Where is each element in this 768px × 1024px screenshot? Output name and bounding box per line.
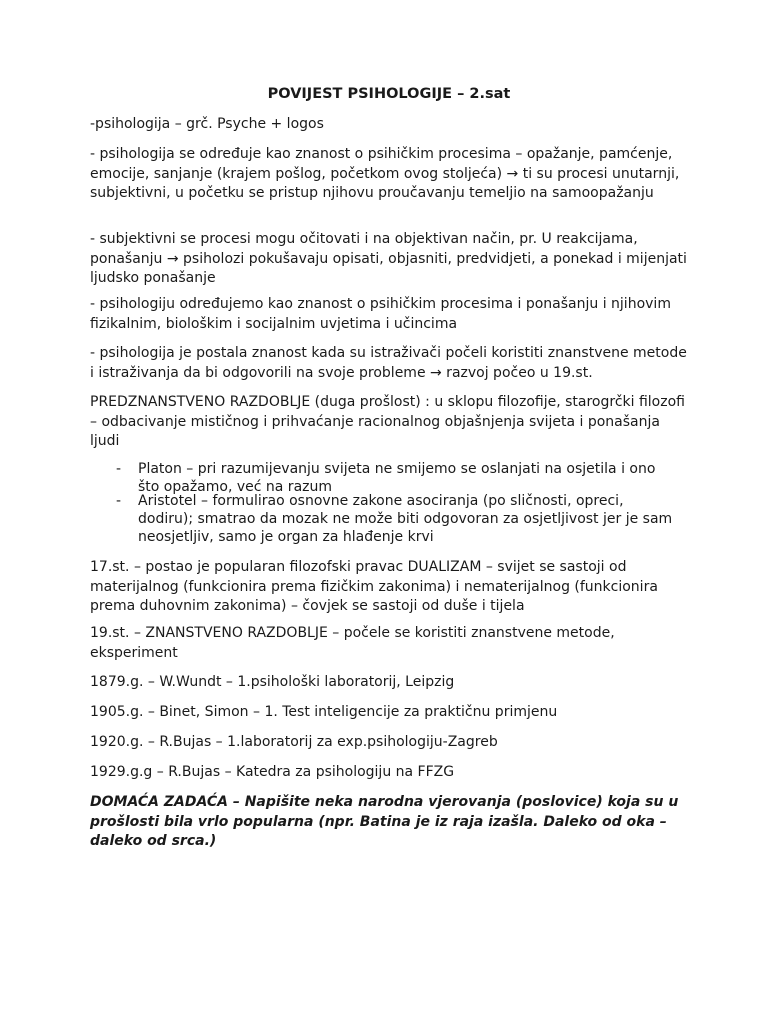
paragraph-definition-behaviour: - psihologiju određujemo kao znanost o psihičkim procesima i ponašanju i njihovim fizikalnim, biološkim i socijalnim uvjetima i učincima: [90, 296, 671, 332]
bullet-text: Aristotel – formulirao osnovne zakone asociranja (po sličnosti, opreci, dodiru); smatrao da mozak ne može biti odgovoran za osjetljivost jer je sam neosjetljiv, samo je organ za hlađenje krvi: [138, 493, 673, 545]
paragraph-prescientific-era: PREDZNANSTVENO RAZDOBLJE (duga prošlost) : u sklopu filozofije, starogrčki filozofi – odbacivanje mističnog i prihvaćanje racionalnog objašnjenja svijeta i ponašanja ljudi: [90, 394, 685, 449]
homework-assignment: DOMAĆA ZADAĆA – Napišite neka narodna vjerovanja (poslovice) koja su u prošlosti bila vrlo popularna (npr. Batina je iz raja izašla. Daleko od oka – daleko od srca.): [90, 794, 679, 849]
paragraph-definition: -psihologija – grč. Psyche + logos: [90, 116, 324, 132]
bullet-marker: -: [116, 461, 122, 477]
bullet-item-aristotel: [116, 492, 676, 546]
timeline-entry-1929: 1929.g.g – R.Bujas – Katedra za psihologiju na FFZG: [90, 764, 455, 780]
timeline-entry-1879: 1879.g. – W.Wundt – 1.psihološki laboratorij, Leipzig: [90, 674, 455, 690]
paragraph-scientific-era: 19.st. – ZNANSTVENO RAZDOBLJE – počele se koristiti znanstvene metode, eksperiment: [90, 625, 615, 661]
document-title: POVIJEST PSIHOLOGIJE – 2.sat: [267, 86, 511, 102]
paragraph-dualism: 17.st. – postao je popularan filozofski pravac DUALIZAM – svijet se sastoji od materijalnog (funkcionira prema fizičkim zakonima) i nematerijalnog (funkcionira prema duhovnim zakonima) – čovjek se sastoji od duše i tijela: [90, 559, 658, 614]
timeline-entry-1920: 1920.g. – R.Bujas – 1.laboratorij za exp.psihologiju-Zagreb: [90, 734, 498, 750]
paragraph-science-of-processes: - psihologija se određuje kao znanost o psihičkim procesima – opažanje, pamćenje, emocije, sanjanje (krajem pošlog, početkom ovog stoljeća) → ti su procesi unutarnji, subjektivni, u početku se pristup njihovu proučavanju temeljio na samoopažanju: [90, 146, 680, 201]
timeline-entry-1905: 1905.g. – Binet, Simon – 1. Test inteligencije za praktičnu primjenu: [90, 704, 558, 720]
bullet-marker: -: [116, 493, 122, 509]
bullet-item-platon: [116, 460, 676, 496]
bullet-text: Platon – pri razumijevanju svijeta ne smijemo se oslanjati na osjetila i ono što opažamo, već na razum: [138, 461, 656, 495]
paragraph-became-science: - psihologija je postala znanost kada su istraživači počeli koristiti znanstvene metode i istraživanja da bi odgovorili na svoje probleme → razvoj počeo u 19.st.: [90, 345, 687, 381]
paragraph-objective-processes: - subjektivni se procesi mogu očitovati i na objektivan način, pr. U reakcijama, ponašanju → psiholozi pokušavaju opisati, objasniti, predvidjeti, a ponekad i mijenjati ljudsko ponašanje: [90, 231, 687, 286]
